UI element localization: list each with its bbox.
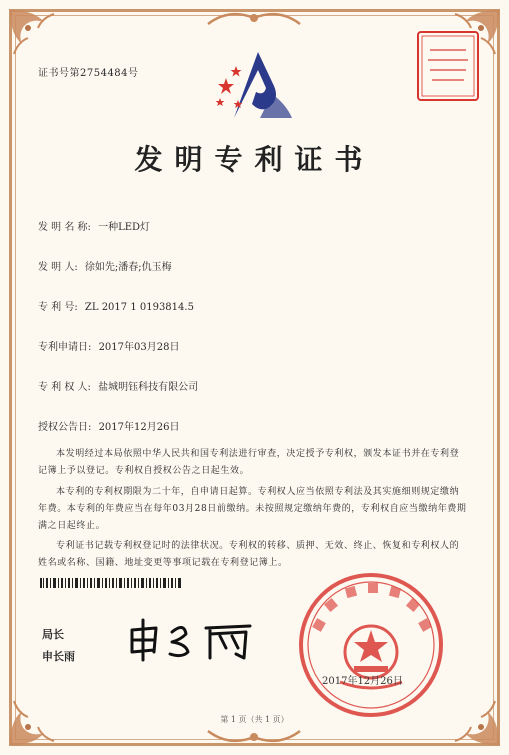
body-paragraph-1: 本发明经过本局依照中华人民共和国专利法进行审查，决定授予专利权，颁发本证书并在专利登记簿上予以登记。专利权自授权公告之日起生效。: [38, 449, 460, 476]
signatory-role: 局长: [42, 628, 64, 641]
ornament-top-center-icon: [204, 6, 304, 30]
grant-date-value: 2017年12月26日: [98, 422, 180, 433]
small-seal-stamp-icon: [414, 28, 482, 104]
patent-number-field: [38, 298, 194, 313]
handwritten-signature-icon: [126, 618, 258, 662]
filing-date-field: [38, 338, 179, 353]
inventor-label: 发 明 人:: [38, 262, 78, 273]
invention-name-value: 一种LED灯: [98, 222, 151, 233]
grant-date-field: [38, 418, 179, 433]
signatory-name: 申长雨: [42, 650, 75, 663]
patentee-value: 盐城明钰科技有限公司: [98, 382, 199, 393]
patentee-label: 专 利 权 人:: [38, 382, 91, 393]
body-paragraph-3: 专利证书记载专利权登记时的法律状况。专利权的转移、质押、无效、终止、恢复和专利权人的姓名或名称、国籍、地址变更等事项记载在专利登记簿上。: [38, 541, 460, 568]
page-number: 第 1 页（共 1 页）: [220, 715, 289, 724]
invention-name-label: 发 明 名 称:: [38, 222, 91, 233]
ornament-bottom-center-icon: [204, 725, 304, 749]
certificate-title: 发明专利证书: [134, 143, 375, 176]
inventor-field: [38, 258, 172, 273]
invention-name-field: [38, 218, 150, 233]
filing-date-label: 专利申请日:: [38, 342, 92, 353]
filing-date-value: 2017年03月28日: [98, 342, 180, 353]
certificate-number: 证书号第2754484号: [38, 68, 139, 79]
seal-date: 2017年12月26日: [322, 676, 403, 687]
barcode-icon: [40, 578, 182, 588]
patent-number-value: ZL 2017 1 0193814.5: [84, 302, 194, 313]
patent-number-label: 专 利 号:: [38, 302, 78, 313]
patent-office-logo-icon: [212, 48, 296, 124]
patentee-field: [38, 378, 198, 393]
grant-date-label: 授权公告日:: [38, 422, 92, 433]
official-red-seal-icon: [296, 570, 446, 720]
inventor-value: 徐如先;潘春;仇玉梅: [84, 262, 172, 273]
body-paragraph-2: 本专利的专利权期限为二十年，自申请日起算。专利权人应当依照专利法及其实施细则规定缴纳年费。本专利的年费应当在每年03月28日前缴纳。未按照规定缴纳年费的，专利权自应当缴纳年费期满之日起终止。: [38, 487, 467, 531]
